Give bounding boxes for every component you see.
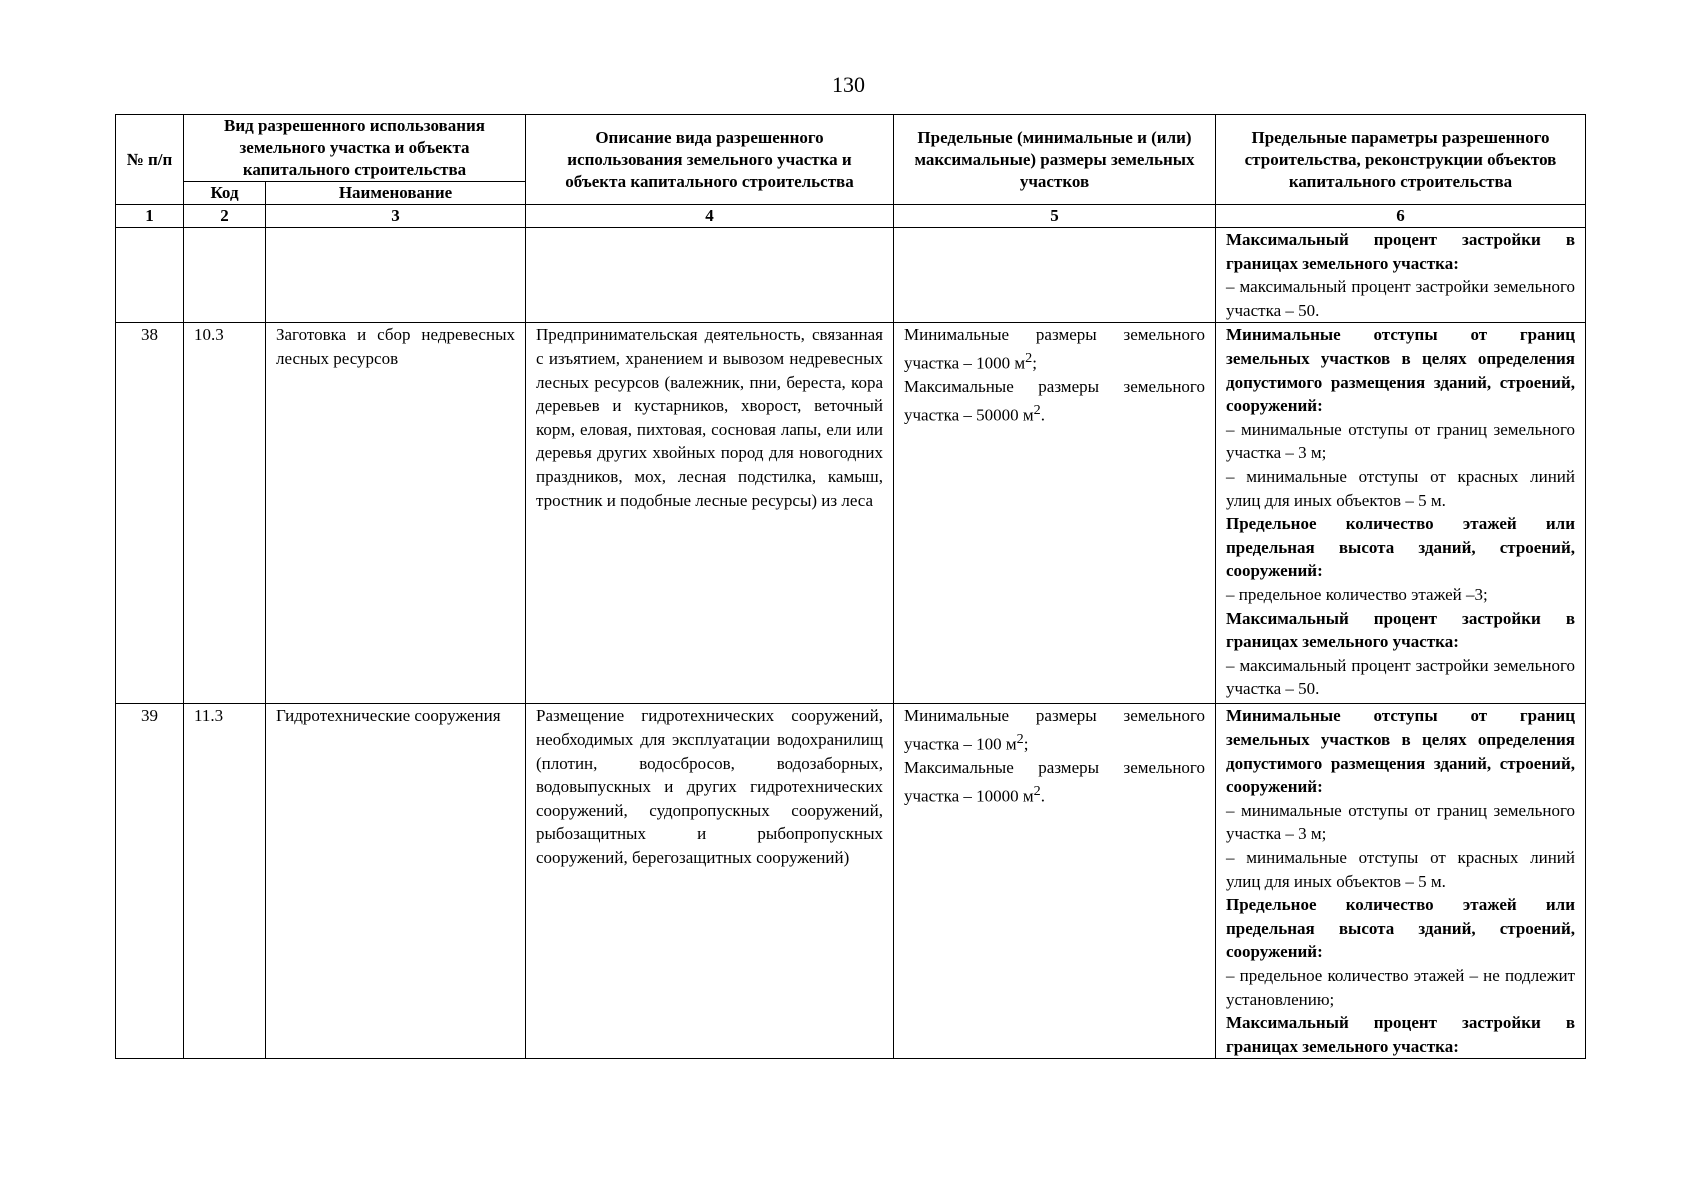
cell-code: 10.3	[184, 323, 266, 704]
column-number: 2	[184, 205, 266, 228]
param-heading: Предельное количество этажей или предельная высота зданий, строений, сооружений:	[1226, 514, 1575, 581]
param-item: – максимальный процент застройки земельного участка – 50.	[1226, 277, 1575, 320]
column-number: 1	[116, 205, 184, 228]
cell-params	[1216, 704, 1586, 1059]
superscript-2: 2	[1033, 401, 1041, 418]
param-item: – максимальный процент застройки земельного участка – 50.	[1226, 655, 1575, 699]
cell-description: Предпринимательская деятельность, связанная с изъятием, хранением и вывозом недревесных лесных ресурсов (валежник, пни, береста, кора деревьев и кустарников, хворост, веточный корм, еловая, пихтовая, сосновая лапы, ели или деревья других хвойных пород для новогодних праздников, мох, лесная подстилка, камыш, тростник и подобные лесные ресурсы) из леса	[526, 323, 894, 704]
column-number: 6	[1216, 205, 1586, 228]
superscript-2: 2	[1025, 349, 1033, 366]
superscript-2: 2	[1016, 730, 1024, 747]
column-number: 3	[266, 205, 526, 228]
cell-code	[184, 228, 266, 323]
size-max-text: Максимальные размеры земельного участка – 10000 м	[904, 758, 1205, 806]
cell-num	[116, 228, 184, 323]
cell-name: Заготовка и сбор недревесных лесных ресурсов	[266, 323, 526, 704]
cell-description: Размещение гидротехнических сооружений, необходимых для эксплуатации водохранилищ (плотин, водосбросов, водозаборных, водовыпускных и других гидротехнических сооружений, судопропускных сооружений, рыбозащитных и рыбопропускных сооружений, берегозащитных сооружений)	[526, 704, 894, 1059]
column-numbers-row	[116, 205, 1586, 228]
header-num: № п/п	[116, 115, 184, 205]
size-min-text: Минимальные размеры земельного участка – 100 м	[904, 706, 1205, 754]
superscript-2: 2	[1033, 782, 1041, 799]
header-code: Код	[184, 182, 266, 205]
cell-name	[266, 228, 526, 323]
column-number: 4	[526, 205, 894, 228]
size-max-end: .	[1040, 786, 1045, 806]
header-name: Наименование	[266, 182, 526, 205]
cell-description	[526, 228, 894, 323]
param-heading: Максимальный процент застройки в границах земельного участка:	[1226, 230, 1575, 273]
param-heading: Максимальный процент застройки в границах земельного участка:	[1226, 608, 1575, 652]
page-number: 130	[832, 72, 865, 97]
cell-code: 11.3	[184, 704, 266, 1059]
cell-sizes	[894, 323, 1216, 704]
param-item: – минимальные отступы от красных линий улиц для иных объектов – 5 м.	[1226, 466, 1575, 510]
size-min-end: ;	[1032, 353, 1037, 373]
cell-sizes	[894, 704, 1216, 1059]
param-item: – минимальные отступы от границ земельного участка – 3 м;	[1226, 419, 1575, 463]
table-row	[116, 323, 1586, 704]
header-sizes: Предельные (минимальные и (или) максимальные) размеры земельных участков	[894, 115, 1216, 205]
header-params: Предельные параметры разрешенного строительства, реконструкции объектов капитального строительства	[1216, 115, 1586, 205]
param-heading: Минимальные отступы от границ земельных участков в целях определения допустимого размещения зданий, строений, сооружений:	[1226, 706, 1575, 797]
header-description: Описание вида разрешенного использования земельного участка и объекта капитального строительства	[526, 115, 894, 205]
param-item: – предельное количество этажей – не подлежит установлению;	[1226, 965, 1575, 1009]
param-heading: Минимальные отступы от границ земельных участков в целях определения допустимого размещения зданий, строений, сооружений:	[1226, 325, 1575, 416]
param-item: – минимальные отступы от границ земельного участка – 3 м;	[1226, 800, 1575, 844]
cell-sizes	[894, 228, 1216, 323]
size-min-end: ;	[1023, 734, 1029, 754]
param-item: – минимальные отступы от красных линий улиц для иных объектов – 5 м.	[1226, 847, 1575, 891]
table-row	[116, 704, 1586, 1059]
param-item: – предельное количество этажей –3;	[1226, 584, 1488, 604]
cell-num: 38	[116, 323, 184, 704]
cell-name: Гидротехнические сооружения	[266, 704, 526, 1059]
cell-params	[1216, 228, 1586, 323]
param-heading: Предельное количество этажей или предельная высота зданий, строений, сооружений:	[1226, 895, 1575, 962]
size-min-text: Минимальные размеры земельного участка – 1000 м	[904, 325, 1205, 373]
cell-params	[1216, 323, 1586, 704]
size-max-text: Максимальные размеры земельного участка – 50000 м	[904, 377, 1205, 425]
cell-num: 39	[116, 704, 184, 1059]
param-heading: Максимальный процент застройки в границах земельного участка:	[1226, 1013, 1575, 1056]
size-max-end: .	[1040, 405, 1045, 425]
regulations-table	[115, 114, 1586, 1059]
header-type-group: Вид разрешенного использования земельного участка и объекта капитального строительства	[184, 115, 526, 182]
column-number: 5	[894, 205, 1216, 228]
table-row-continuation	[116, 228, 1586, 323]
